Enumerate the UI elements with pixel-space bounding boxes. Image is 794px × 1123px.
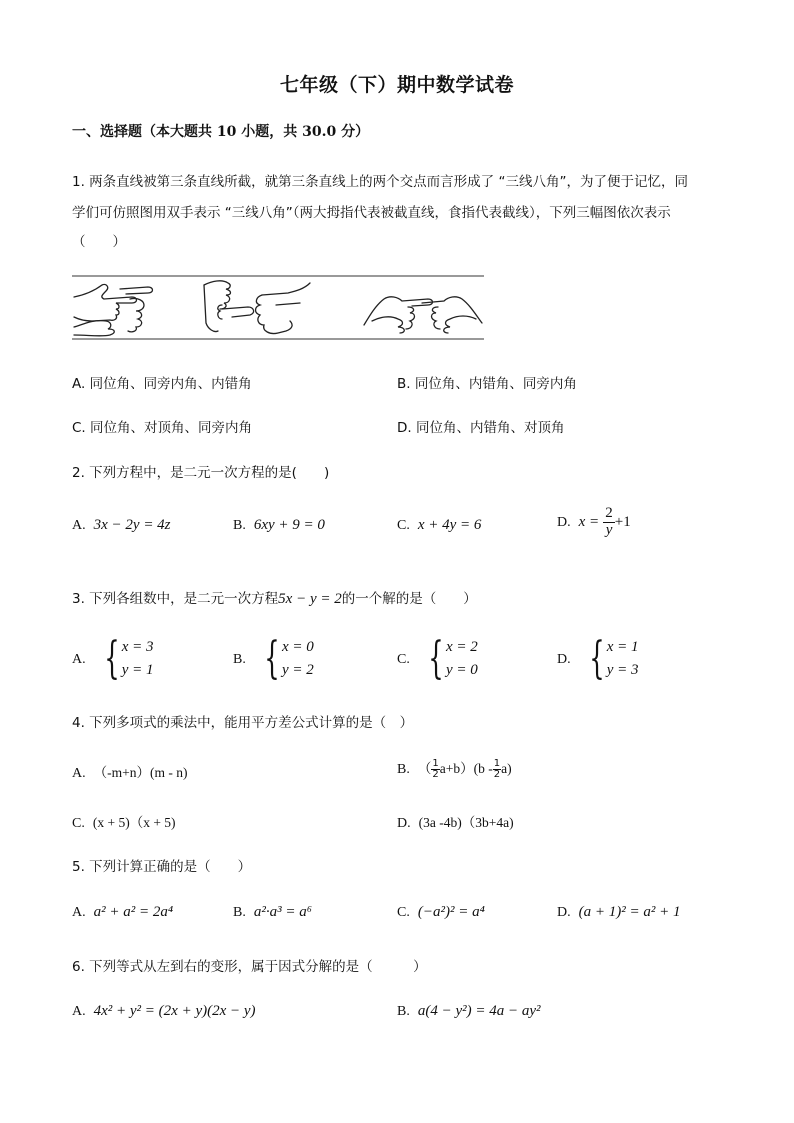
brace-icon: { (589, 633, 605, 684)
three-hand-gesture-figure (72, 275, 484, 341)
question-5-option-a[interactable] (72, 904, 173, 921)
question-5-option-d[interactable] (557, 904, 680, 921)
question-1-option-c[interactable]: C. 同位角、对顶角、同旁内角 (72, 420, 253, 436)
question-2-stem: 2. 下列方程中，是二元一次方程的是( ) (72, 465, 330, 481)
stem-text-end: 的一个解的是（ ） (341, 591, 477, 607)
numerator: 1 (432, 757, 439, 769)
question-3-option-c[interactable] (397, 633, 478, 684)
expression-part: a+b）(b - (439, 761, 493, 776)
question-1-line-3: （ ） (72, 234, 126, 250)
equation-system (422, 633, 478, 684)
fraction (431, 759, 439, 781)
equation-lhs: x = (578, 513, 600, 530)
option-label: A. (72, 651, 86, 667)
numerator: 2 (605, 505, 613, 521)
option-label: B. (233, 518, 246, 533)
option-label: B. (233, 651, 246, 667)
system-row: x = 0 (281, 639, 314, 655)
question-3-option-d[interactable] (557, 633, 639, 684)
question-5-option-c[interactable] (397, 904, 485, 921)
expression-part: （ (417, 761, 432, 776)
numerator: 1 (493, 757, 501, 769)
hand-gesture-icon (72, 275, 484, 341)
question-4-option-a[interactable] (72, 761, 187, 782)
question-3-option-b[interactable] (233, 633, 314, 684)
option-label: C. (397, 905, 410, 920)
system-row: y = 1 (121, 662, 154, 678)
equation: 4x² + y² = (2x + y)(2x − y) (93, 1003, 256, 1019)
brace-icon: { (104, 633, 120, 684)
option-label: D. (397, 816, 411, 831)
option-label: A. (72, 518, 86, 533)
equation: a(4 − y²) = 4a − ay² (417, 1003, 541, 1019)
option-label: A. (72, 905, 86, 920)
option-label: C. (397, 651, 410, 667)
question-2-option-a[interactable] (72, 517, 171, 534)
system-row: x = 3 (121, 639, 154, 655)
system-row: x = 2 (445, 639, 478, 655)
question-6-stem: 6. 下列等式从左到右的变形，属于因式分解的是（ ） (72, 959, 427, 975)
question-6-option-b[interactable] (397, 1003, 541, 1020)
fraction (603, 506, 615, 539)
option-label: D. (557, 651, 571, 667)
question-1-line-1: 1. 两条直线被第三条直线所截，就第三条直线上的两个交点而言形成了 “三线八角”，为了便于记忆，同 (72, 174, 688, 190)
option-label: C. (397, 518, 410, 533)
page-title: 七年级（下）期中数学试卷 (279, 74, 514, 96)
equation: x + 4y = 6 (417, 517, 482, 533)
expression: (3a -4b)（3b+4a) (418, 815, 514, 830)
equation: a²·a³ = a⁶ (253, 904, 312, 920)
denominator: 2 (493, 769, 501, 780)
equation-system (98, 633, 154, 684)
question-2-option-d[interactable] (557, 506, 631, 539)
question-6-option-a[interactable] (72, 1003, 256, 1020)
equation-system (258, 633, 314, 684)
option-label: A. (72, 1004, 86, 1019)
question-1-option-d[interactable]: D. 同位角、内错角、对顶角 (397, 420, 565, 436)
stem-text: 3. 下列各组数中，是二元一次方程 (72, 591, 279, 607)
option-label: A. (72, 766, 86, 781)
question-1-option-a[interactable]: A. 同位角、同旁内角、内错角 (72, 376, 252, 392)
system-row: y = 2 (281, 662, 314, 678)
equation: 6xy + 9 = 0 (253, 517, 325, 533)
question-4-option-c[interactable] (72, 811, 176, 832)
question-2-option-b[interactable] (233, 517, 325, 534)
equation: (a + 1)² = a² + 1 (578, 904, 681, 920)
equation-system (583, 633, 639, 684)
question-2-option-c[interactable] (397, 517, 481, 534)
expression-part: a) (501, 761, 512, 776)
question-5-stem: 5. 下列计算正确的是（ ） (72, 859, 252, 875)
question-3-stem (72, 587, 477, 608)
question-1-line-2: 学们可仿照图用双手表示 “三线八角”（两大拇指代表被截直线，食指代表截线），下列三幅图依次表示 (72, 205, 671, 221)
section-heading: 一、选择题（本大题共 10 小题，共 30.0 分） (72, 124, 370, 140)
question-4-option-d[interactable] (397, 811, 514, 832)
option-label: D. (557, 905, 571, 920)
system-row: x = 1 (606, 639, 639, 655)
question-4-stem: 4. 下列多项式的乘法中，能用平方差公式计算的是（ ） (72, 715, 414, 731)
equation: 5x − y = 2 (278, 591, 342, 607)
system-row: y = 3 (606, 662, 639, 678)
equation: (−a²)² = a⁴ (417, 904, 485, 920)
brace-icon: { (264, 633, 280, 684)
fraction (493, 759, 501, 781)
question-1-option-b[interactable]: B. 同位角、内错角、同旁内角 (397, 376, 577, 392)
option-label: D. (557, 514, 571, 530)
expression: (x + 5)（x + 5) (92, 815, 176, 830)
denominator: 2 (432, 769, 439, 780)
question-4-option-b[interactable] (397, 757, 512, 781)
equation: a² + a² = 2a⁴ (93, 904, 174, 920)
option-label: C. (72, 816, 85, 831)
equation: 3x − 2y = 4z (93, 517, 171, 533)
option-label: B. (233, 905, 246, 920)
option-label: B. (397, 762, 410, 777)
question-5-option-b[interactable] (233, 904, 312, 921)
equation-rhs: +1 (614, 513, 631, 530)
question-3-option-a[interactable] (72, 633, 154, 684)
denominator: y (605, 521, 613, 538)
expression: （-m+n）(m - n) (93, 765, 188, 780)
brace-icon: { (428, 633, 444, 684)
option-label: B. (397, 1004, 410, 1019)
system-row: y = 0 (445, 662, 478, 678)
